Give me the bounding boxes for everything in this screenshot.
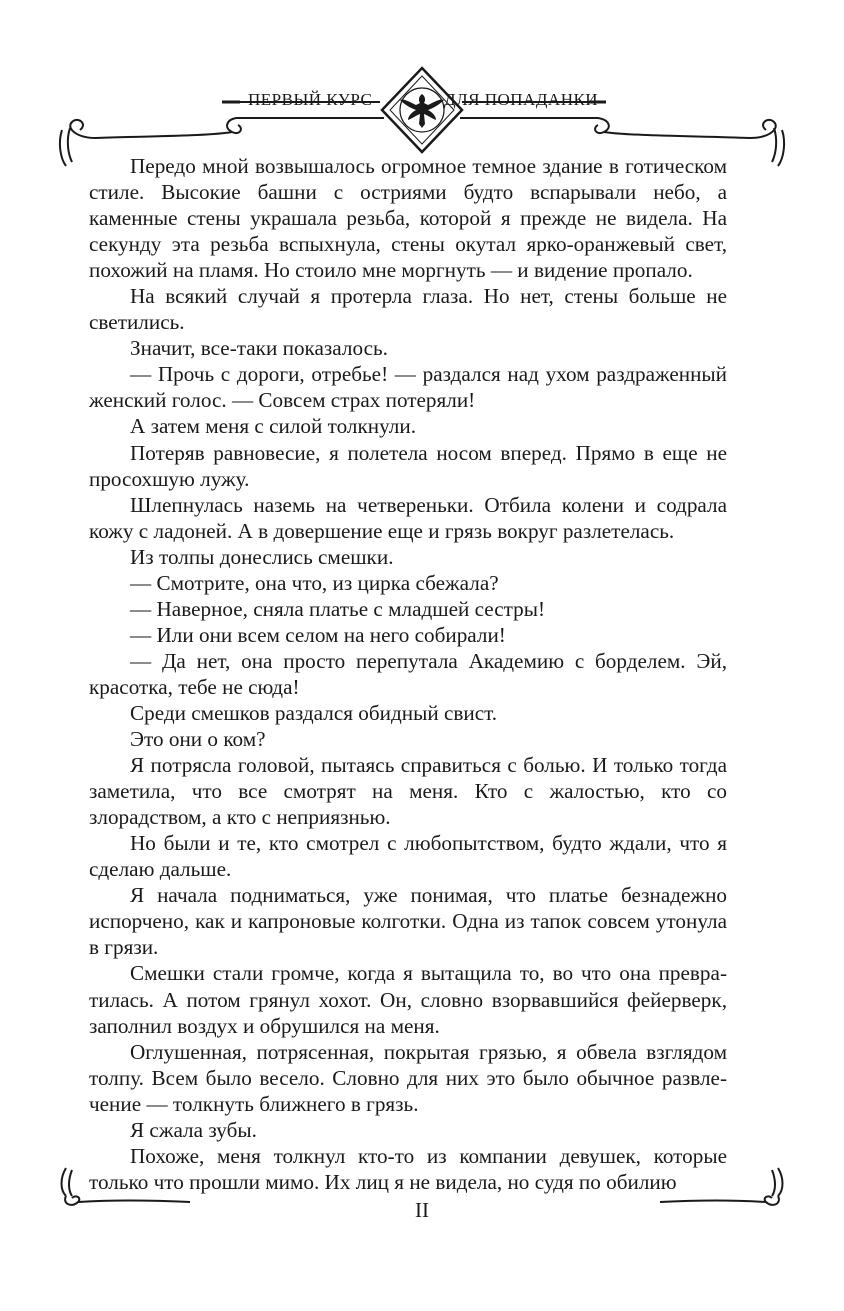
paragraph: — Да нет, она просто перепутала Академию с борделем. Эй, красотка, тебе не сюда!: [89, 648, 727, 699]
page-header: [0, 58, 844, 168]
paragraph: Но были и те, кто смотрел с любопытством, будто ждали, что я сделаю дальше.: [89, 831, 727, 882]
header-ornament: [0, 58, 844, 168]
paragraph: — Смотрите, она что, из цирка сбежала?: [130, 570, 499, 595]
paragraph: Значит, все-таки показалось.: [130, 336, 388, 361]
body-text: [89, 153, 727, 1195]
paragraph: А затем меня с силой толкнули.: [130, 414, 416, 439]
paragraph: Оглушенная, потрясенная, покрытая грязью, я обвела взглядом толпу. Всем было весело. Словно для них это было обычное развлечение — толкнуть ближнего в грязь.: [89, 1039, 727, 1116]
running-title-left: ПЕРВЫЙ КУРС: [248, 90, 373, 109]
page-footer: [0, 1160, 844, 1230]
paragraph: — Наверное, сняла платье с младшей сестры!: [130, 596, 546, 621]
paragraph: — Или они всем селом на него собирали!: [130, 622, 506, 647]
paragraph: Шлепнулась наземь на четвереньки. Отбила колени и содрала кожу с ладоней. А в довершение еще и грязь вокруг разлетелась.: [89, 492, 727, 543]
paragraph: Я сжала зубы.: [130, 1117, 257, 1142]
paragraph: Смешки стали громче, когда я вытащила то, во что она превратилась. А потом грянул хохот. Он, словно взорвавшийся фейерверк, заполнил воздух и обрушился на меня.: [89, 961, 727, 1038]
paragraph: На всякий случай я протерла глаза. Но нет, стены больше не светились.: [89, 284, 727, 335]
paragraph: Похоже, меня толкнул кто-то из компании девушек, которые только что прошли мимо. Их лиц я не видела, но судя по обилию: [89, 1143, 727, 1194]
bird-emblem-icon: [400, 94, 444, 128]
paragraph: Я потрясла головой, пытаясь справиться с болью. И только тогда заметила, что все смотрят на меня. Кто с жалостью, кто со злорадством, а кто с неприязнью.: [89, 753, 727, 830]
paragraph: Среди смешков раздался обидный свист.: [130, 700, 498, 725]
paragraph: Потеряв равновесие, я полетела носом вперед. Прямо в еще не просохшую лужу.: [89, 440, 727, 491]
paragraph: Передо мной возвышалось огромное темное здание в готическом стиле. Высокие башни с остриями будто вспарывали небо, а каменные стены украшала резьба, которой я прежде не видела. На секунду эта резьба вспыхнула, стены окутал ярко-оранжевый свет, похожий на пламя. Но стоило мне моргнуть — и видение пропало.: [89, 154, 727, 283]
page-number: II: [415, 1198, 429, 1222]
paragraph: Я начала подниматься, уже понимая, что платье безнадежно испорчено, как и капроновые колготки. Одна из тапок совсем утонула в грязи.: [89, 883, 727, 960]
paragraph: Из толпы донеслись смешки.: [130, 544, 394, 569]
paragraph: — Прочь с дороги, отребье! — раздался над ухом раздраженный женский голос. — Совсем страх потеряли!: [89, 362, 727, 413]
running-title-right: ДЛЯ ПОПАДАНКИ: [444, 90, 599, 109]
paragraph: Это они о ком?: [130, 727, 266, 752]
